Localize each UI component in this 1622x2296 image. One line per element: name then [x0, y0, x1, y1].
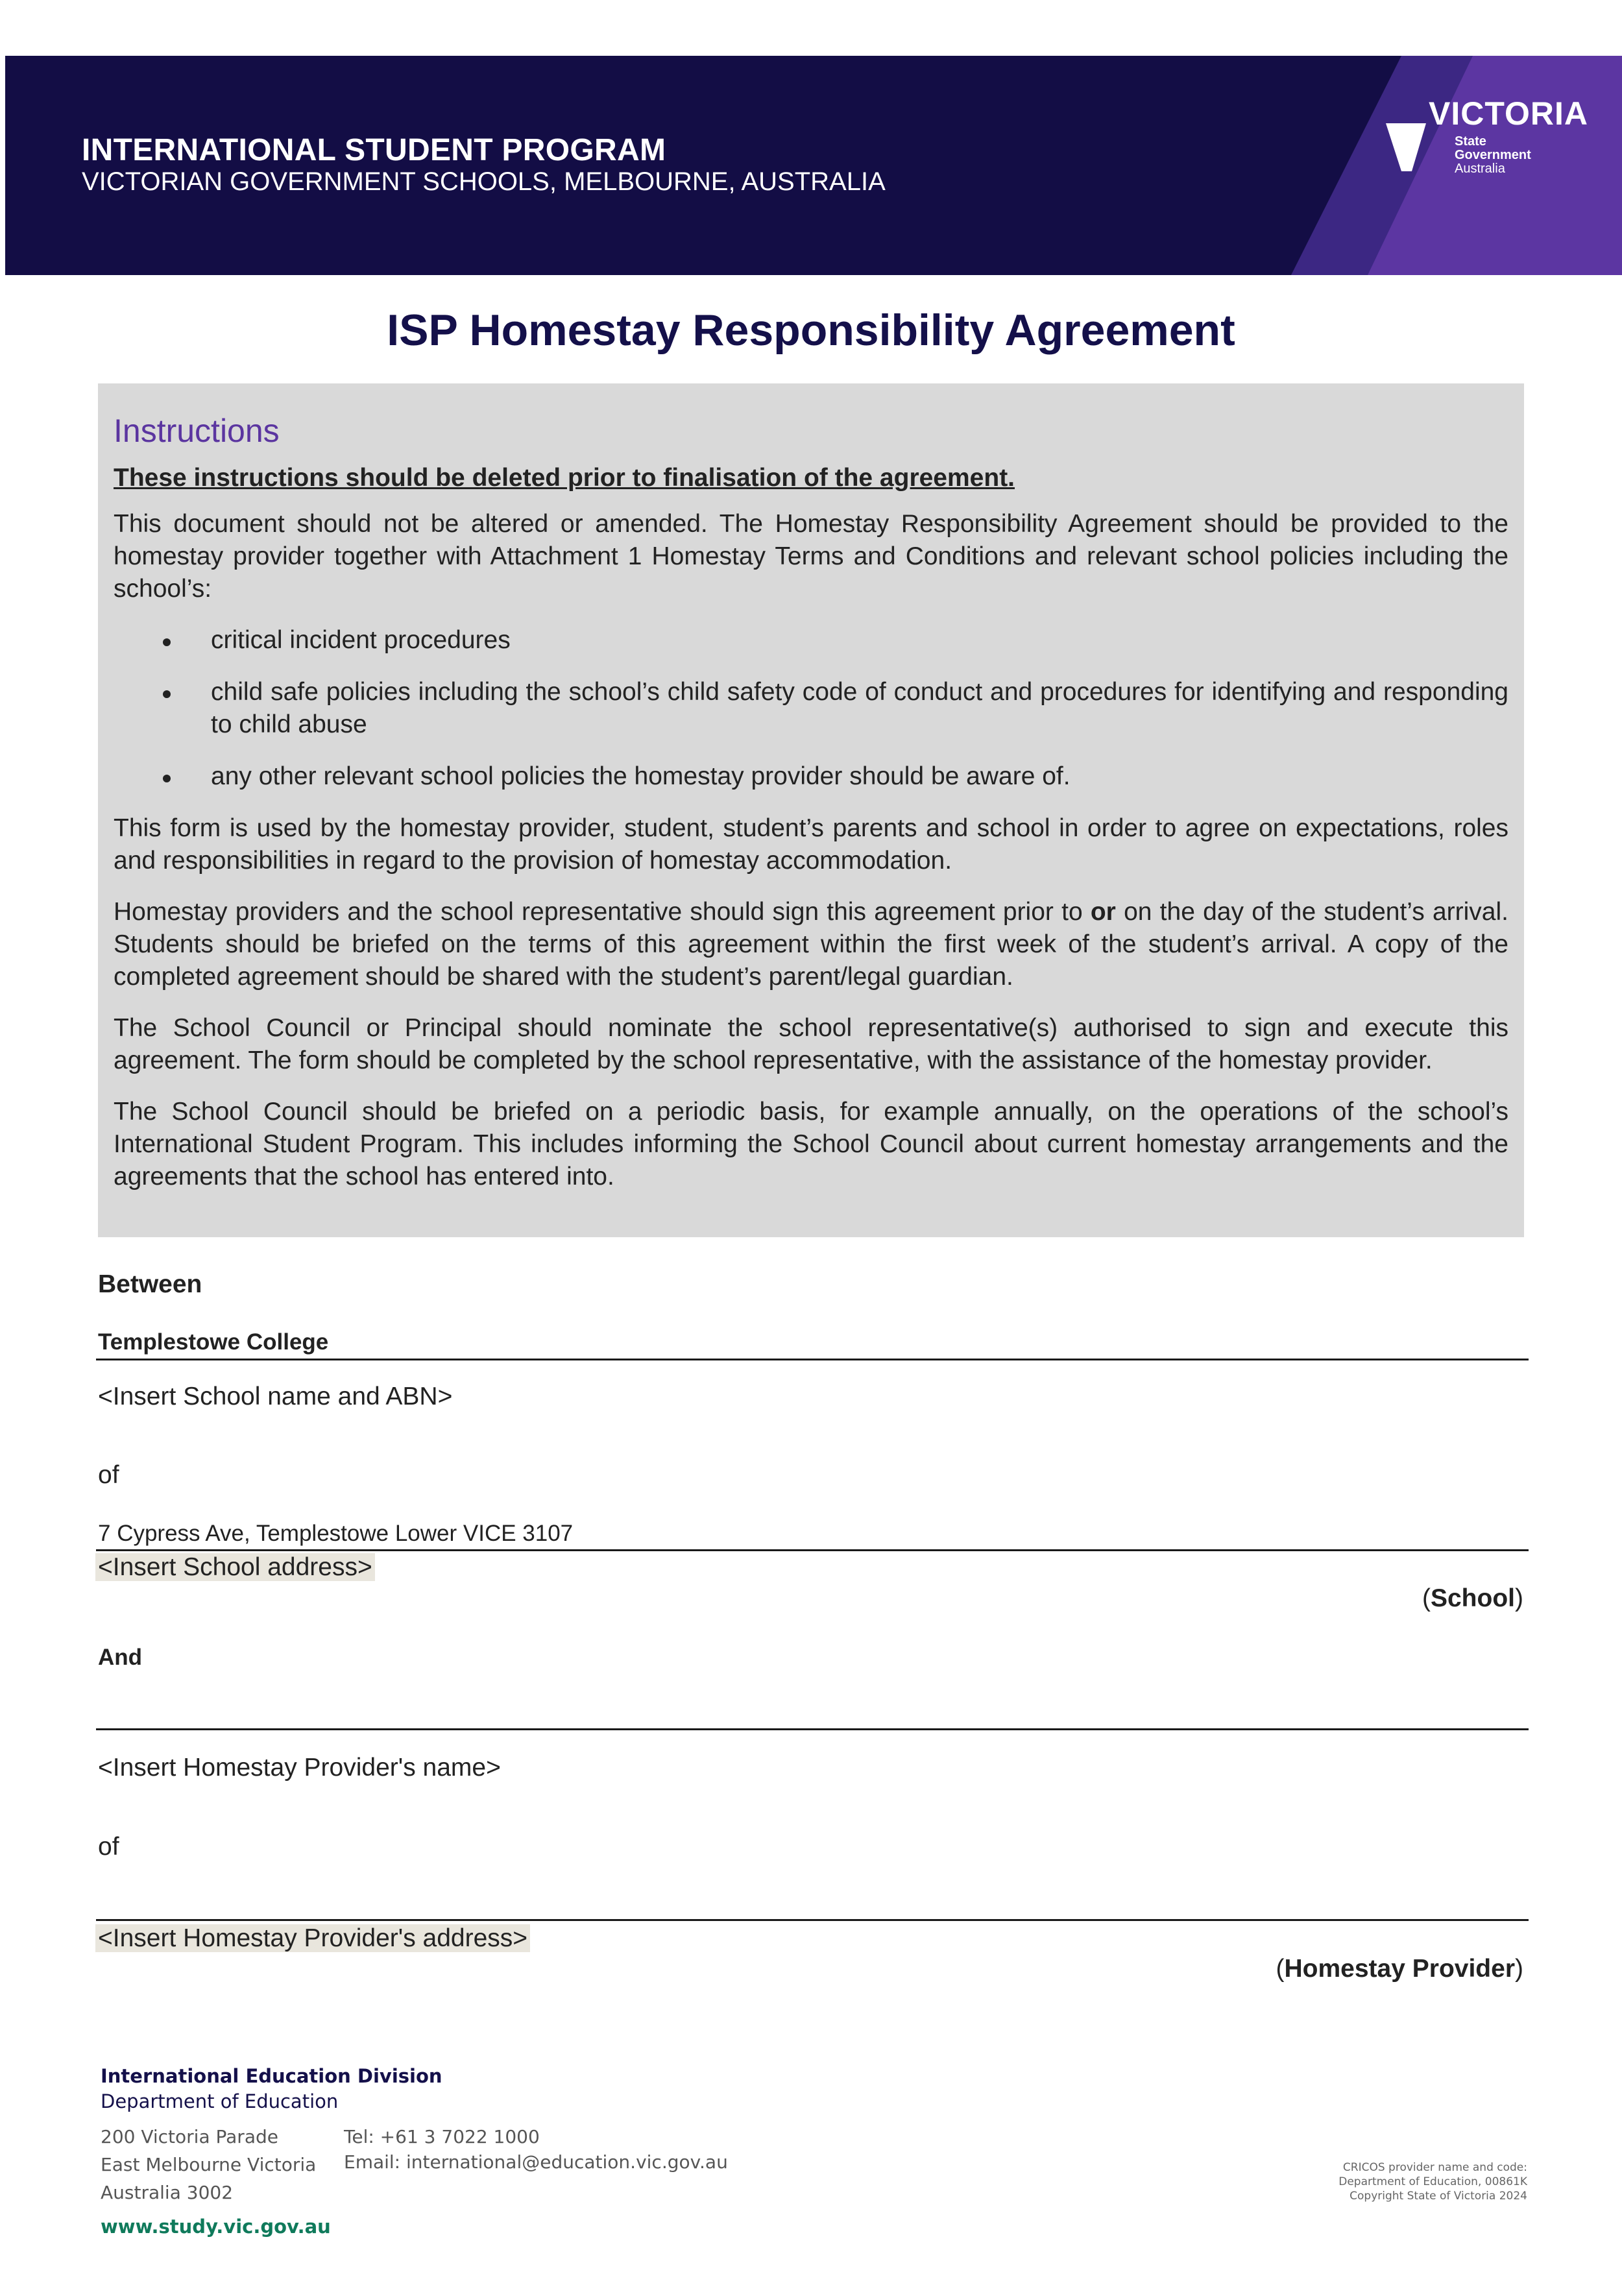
bullet-icon — [163, 638, 171, 646]
list-item: any other relevant school policies the homestay provider should be aware of. — [114, 760, 1508, 793]
school-name-line — [96, 1359, 1529, 1360]
bullet-icon — [163, 690, 171, 698]
school-name-placeholder: <Insert School name and ABN> — [98, 1383, 453, 1410]
provider-address-line[interactable] — [96, 1919, 1529, 1921]
document-title: ISP Homestay Responsibility Agreement — [387, 306, 1235, 355]
school-address-line — [96, 1549, 1529, 1551]
footer-tel: Tel: +61 3 7022 1000 — [344, 2126, 540, 2147]
instructions-briefing: The School Council should be briefed on a periodic basis, for example annually, on the operations of the school’s International Student Program. This includes informing the School Council about current homestay arrangements and the agreements that the school has entered into. — [114, 1098, 1508, 1190]
instructions-signing: Homestay providers and the school representative should sign this agreement prior to or on the day of the student’s arrival. Students should be briefed on the terms of this agreement within the first week of the student’s arrival. A copy of the completed agreement should be shared with the student’s parent/legal guardian. — [114, 898, 1508, 991]
footer-copyright: Copyright State of Victoria 2024 — [1350, 2190, 1527, 2203]
list-item: critical incident procedures — [114, 624, 1508, 657]
school-address-value[interactable]: 7 Cypress Ave, Templestowe Lower VICE 3107 — [98, 1521, 574, 1546]
instructions-nomination: The School Council or Principal should nominate the school representative(s) authorised to sign and execute this agreement. The form should be completed by the school representative, with the assistance of the homestay provider. — [114, 1014, 1508, 1074]
footer-cricos-code: Department of Education, 00861K — [1338, 2175, 1527, 2188]
program-subtitle: VICTORIAN GOVERNMENT SCHOOLS, MELBOURNE, AUSTRALIA — [82, 167, 886, 196]
provider-role-label: (Homestay Provider) — [1276, 1955, 1523, 1983]
footer-department: Department of Education — [101, 2090, 339, 2112]
logo-line-state: State — [1455, 134, 1486, 149]
school-address-placeholder: <Insert School address> — [95, 1553, 375, 1582]
and-label: And — [98, 1645, 143, 1670]
footer-address-line-1: 200 Victoria Parade — [101, 2126, 278, 2147]
bullet-icon — [163, 775, 171, 782]
footer-cricos-label: CRICOS provider name and code: — [1342, 2161, 1527, 2174]
policy-list — [114, 624, 1508, 793]
program-title: INTERNATIONAL STUDENT PROGRAM — [82, 133, 666, 167]
logo-line-australia: Australia — [1455, 162, 1505, 176]
instructions-delete-note: These instructions should be deleted prior to finalisation of the agreement. — [114, 464, 1015, 492]
provider-address-placeholder: <Insert Homestay Provider's address> — [95, 1924, 530, 1953]
footer-address-line-2: East Melbourne Victoria — [101, 2154, 317, 2175]
instructions-intro: This document should not be altered or amended. The Homestay Responsibility Agreement should be provided to the homestay provider together with Attachment 1 Homestay Terms and Conditions and relevant school policies including the school’s: — [114, 510, 1508, 603]
school-role-label: (School) — [1422, 1584, 1523, 1612]
footer-division: International Education Division — [101, 2065, 442, 2087]
list-item: child safe policies including the school’s child safety code of conduct and procedures for identifying and responding to child abuse — [114, 676, 1508, 741]
provider-of-label: of — [98, 1833, 119, 1861]
logo-subtext — [1455, 135, 1531, 176]
logo-wordmark: VICTORIA — [1429, 95, 1588, 132]
header-banner — [5, 56, 1622, 275]
instructions-heading: Instructions — [114, 413, 280, 449]
footer-email[interactable]: Email: international@education.vic.gov.au — [344, 2151, 728, 2173]
provider-name-line[interactable] — [96, 1728, 1529, 1730]
between-label: Between — [98, 1270, 202, 1298]
footer-website-link[interactable]: www.study.vic.gov.au — [101, 2216, 331, 2238]
logo-line-government: Government — [1455, 148, 1531, 162]
footer-address-line-3: Australia 3002 — [101, 2182, 234, 2203]
school-name-value[interactable]: Templestowe College — [98, 1329, 329, 1355]
school-of-label: of — [98, 1461, 119, 1489]
instructions-form-usage: This form is used by the homestay provider, student, student’s parents and school in order to agree on expectations, roles and responsibilities in regard to the provision of homestay accommodation. — [114, 814, 1508, 875]
provider-name-placeholder: <Insert Homestay Provider's name> — [98, 1754, 501, 1782]
instructions-box — [98, 383, 1524, 1237]
